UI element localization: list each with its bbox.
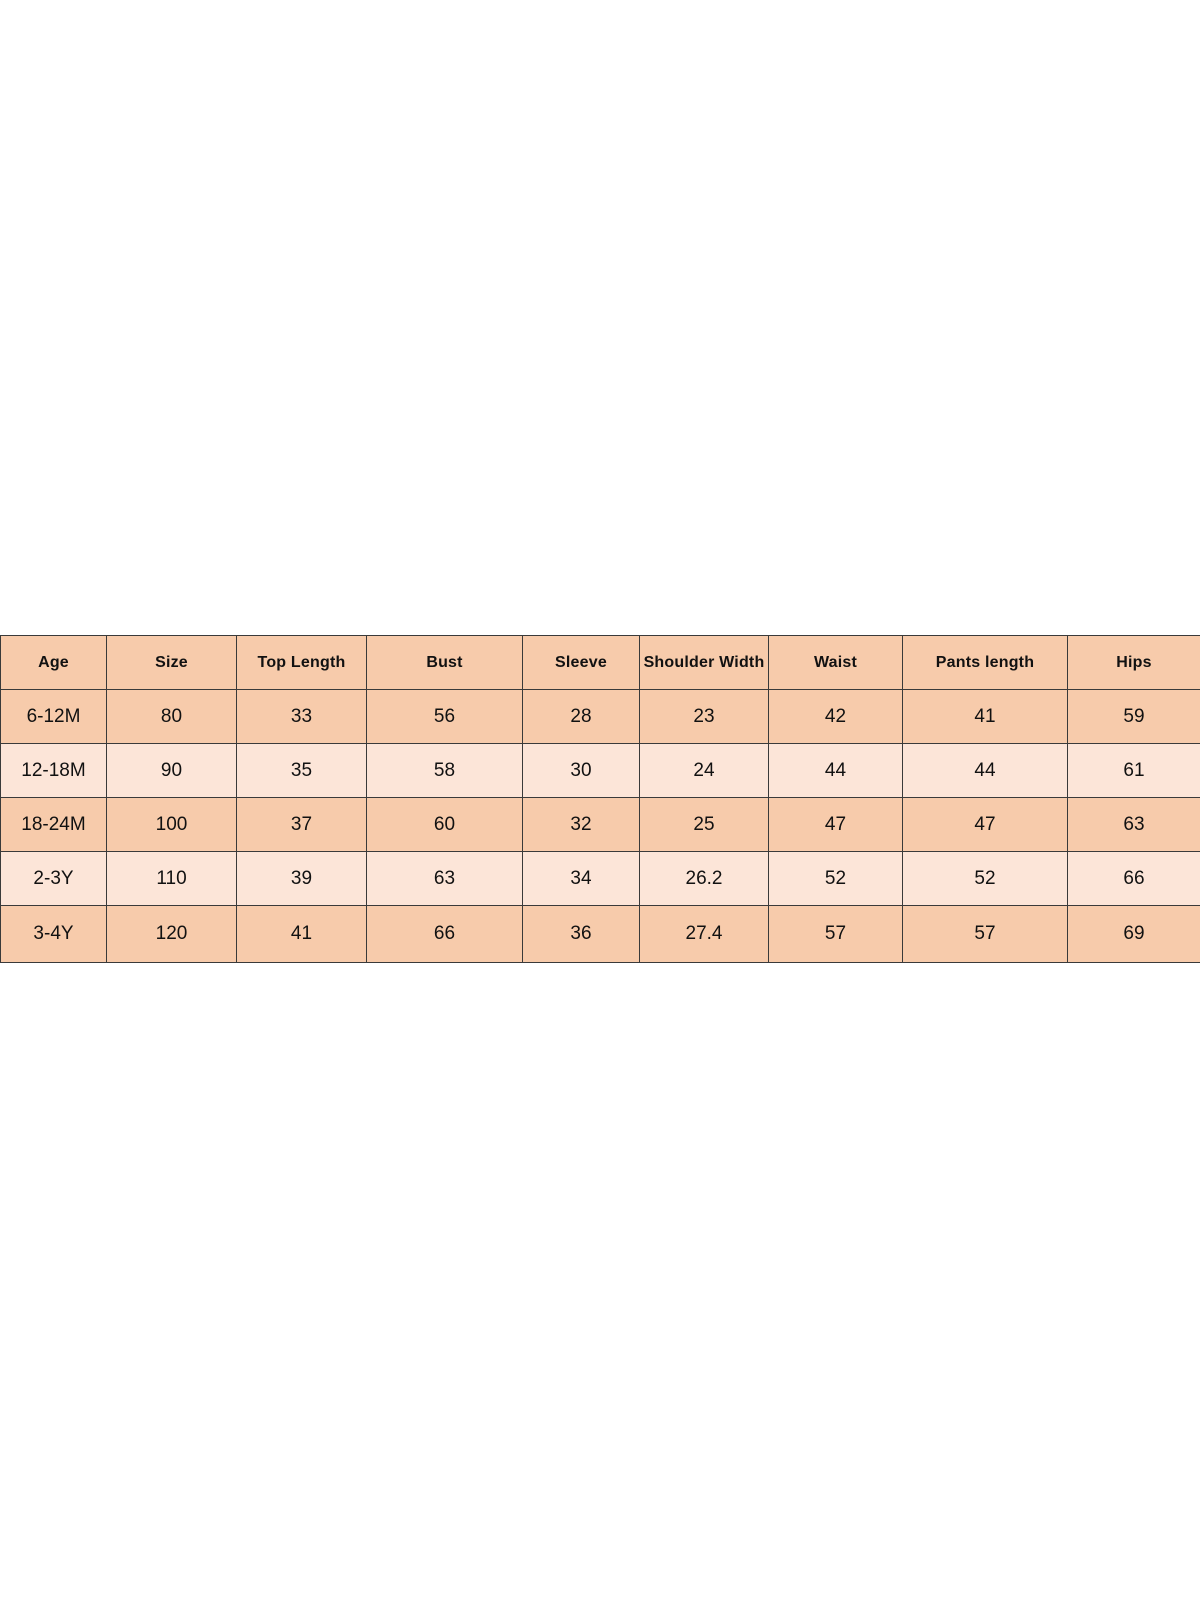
cell-bust: 58 [367, 744, 523, 798]
cell-top-length: 33 [237, 690, 367, 744]
table-row [1, 690, 1200, 744]
cell-top-length: 35 [237, 744, 367, 798]
cell-hips: 59 [1068, 690, 1200, 744]
cell-waist: 42 [769, 690, 903, 744]
cell-sleeve: 30 [523, 744, 640, 798]
cell-hips: 69 [1068, 906, 1200, 963]
cell-shoulder-width: 23 [640, 690, 769, 744]
cell-size: 90 [107, 744, 237, 798]
cell-top-length: 41 [237, 906, 367, 963]
table-row [1, 744, 1200, 798]
cell-pants-length: 57 [903, 906, 1068, 963]
cell-hips: 66 [1068, 852, 1200, 906]
cell-size: 80 [107, 690, 237, 744]
cell-waist: 44 [769, 744, 903, 798]
table-row [1, 798, 1200, 852]
cell-age: 3-4Y [1, 906, 107, 963]
cell-top-length: 39 [237, 852, 367, 906]
cell-sleeve: 34 [523, 852, 640, 906]
cell-waist: 47 [769, 798, 903, 852]
cell-size: 120 [107, 906, 237, 963]
cell-waist: 52 [769, 852, 903, 906]
cell-hips: 63 [1068, 798, 1200, 852]
cell-pants-length: 44 [903, 744, 1068, 798]
cell-shoulder-width: 26.2 [640, 852, 769, 906]
header-size: Size [107, 636, 237, 690]
cell-size: 110 [107, 852, 237, 906]
size-chart-table [0, 635, 1200, 963]
cell-waist: 57 [769, 906, 903, 963]
header-hips: Hips [1068, 636, 1200, 690]
header-waist: Waist [769, 636, 903, 690]
cell-age: 18-24M [1, 798, 107, 852]
cell-bust: 60 [367, 798, 523, 852]
cell-bust: 63 [367, 852, 523, 906]
header-bust: Bust [367, 636, 523, 690]
cell-bust: 66 [367, 906, 523, 963]
cell-pants-length: 41 [903, 690, 1068, 744]
cell-top-length: 37 [237, 798, 367, 852]
header-pants-length: Pants length [903, 636, 1068, 690]
cell-pants-length: 52 [903, 852, 1068, 906]
table-row [1, 852, 1200, 906]
cell-age: 6-12M [1, 690, 107, 744]
cell-sleeve: 28 [523, 690, 640, 744]
table-row [1, 906, 1200, 963]
cell-bust: 56 [367, 690, 523, 744]
cell-shoulder-width: 27.4 [640, 906, 769, 963]
header-top-length: Top Length [237, 636, 367, 690]
cell-age: 2-3Y [1, 852, 107, 906]
cell-pants-length: 47 [903, 798, 1068, 852]
cell-size: 100 [107, 798, 237, 852]
cell-shoulder-width: 25 [640, 798, 769, 852]
cell-sleeve: 32 [523, 798, 640, 852]
cell-age: 12-18M [1, 744, 107, 798]
cell-hips: 61 [1068, 744, 1200, 798]
header-age: Age [1, 636, 107, 690]
header-shoulder-width: Shoulder Width [640, 636, 769, 690]
header-row [1, 636, 1200, 690]
header-sleeve: Sleeve [523, 636, 640, 690]
cell-shoulder-width: 24 [640, 744, 769, 798]
cell-sleeve: 36 [523, 906, 640, 963]
